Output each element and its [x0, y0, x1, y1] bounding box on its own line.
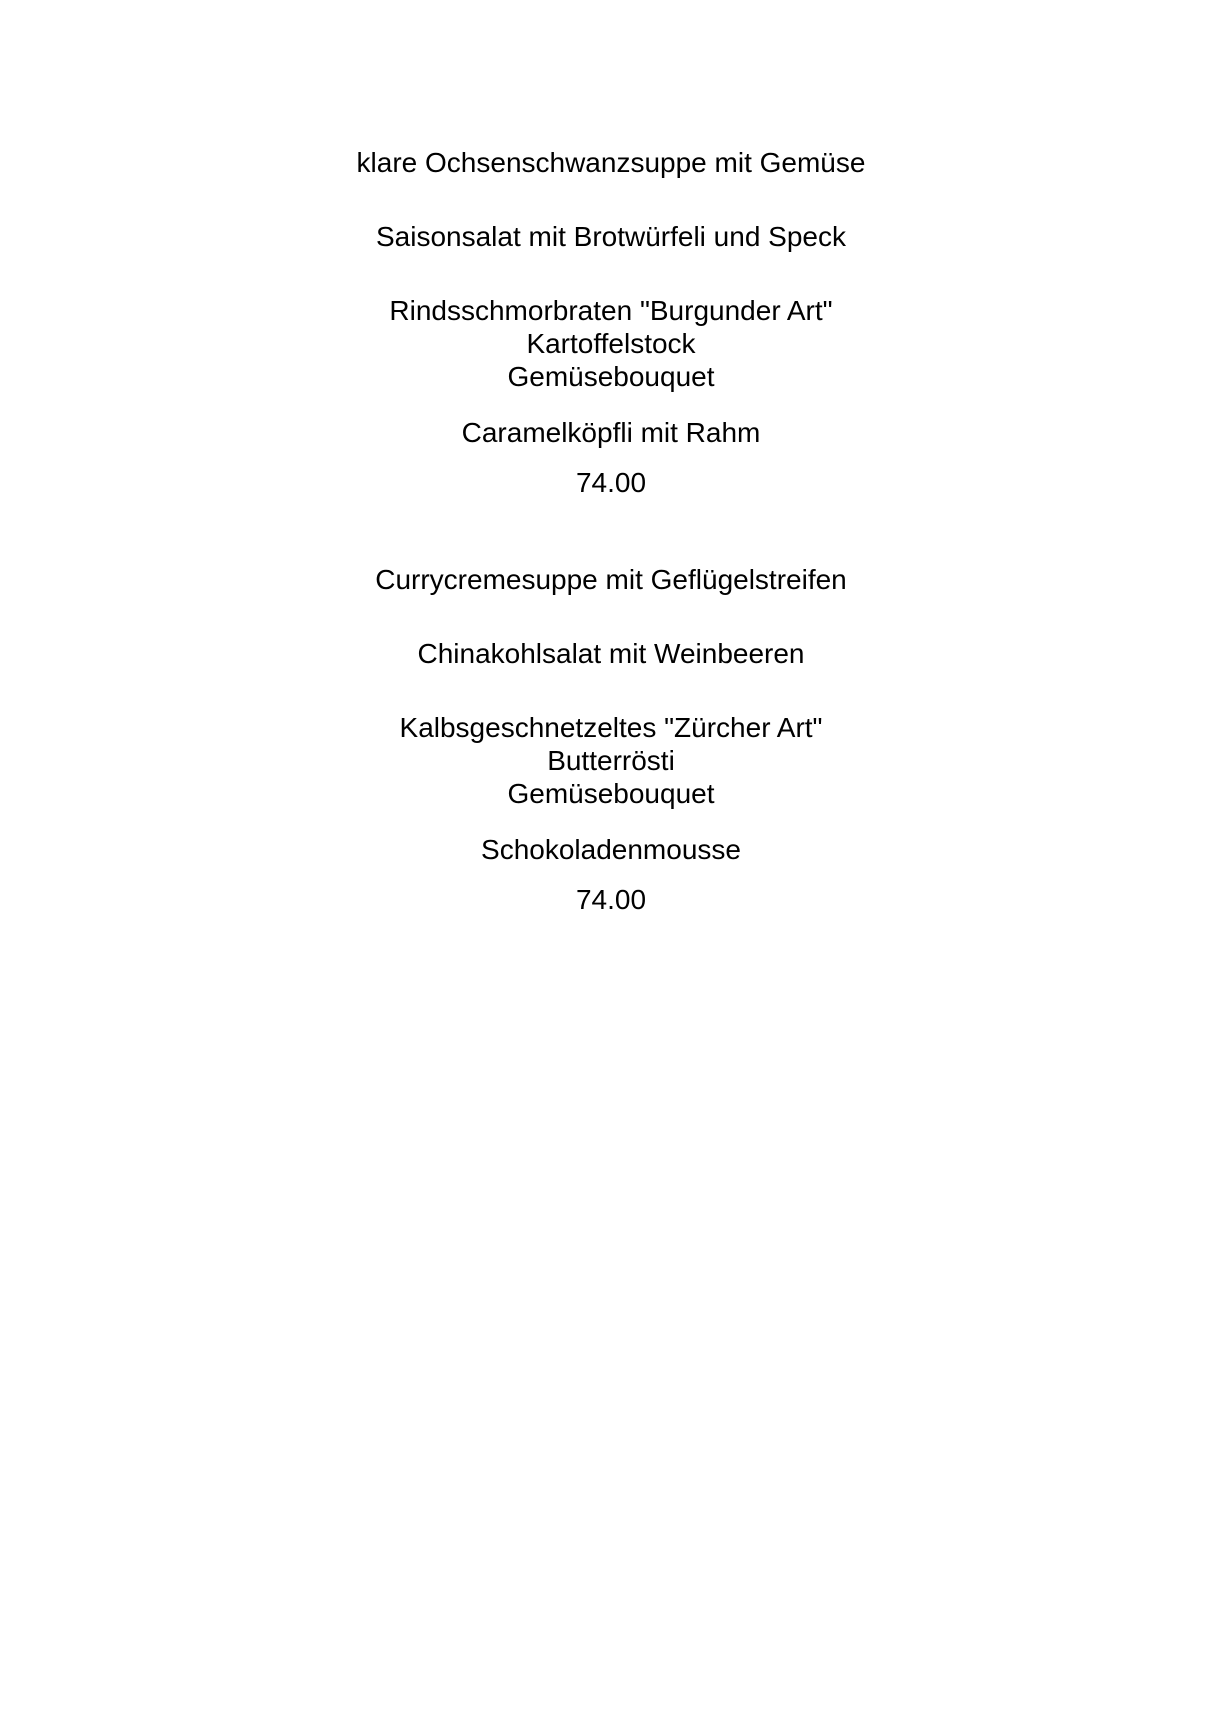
menu-2-main-course: Kalbsgeschnetzeltes "Zürcher Art" [399, 712, 823, 743]
menu-1-price: 74.00 [575, 467, 647, 498]
menu-1-main-course: Rindsschmorbraten "Burgunder Art" [389, 295, 833, 326]
menu-2-salad: Chinakohlsalat mit Weinbeeren [417, 638, 805, 669]
menu-2-dessert: Schokoladenmousse [481, 834, 741, 865]
menu-1-dessert: Caramelköpfli mit Rahm [461, 417, 761, 448]
menu-1-soup: klare Ochsenschwanzsuppe mit Gemüse [356, 147, 866, 178]
menu-1-side-dish: Kartoffelstock [526, 328, 696, 359]
menu-2-soup: Currycremesuppe mit Geflügelstreifen [375, 564, 847, 595]
menu-1-salad: Saisonsalat mit Brotwürfeli und Speck [376, 221, 846, 252]
menu-2-vegetables: Gemüsebouquet [507, 778, 715, 809]
menu-1-vegetables: Gemüsebouquet [507, 361, 715, 392]
menu-2-price: 74.00 [575, 884, 647, 915]
menu-2-side-dish: Butterrösti [547, 745, 675, 776]
